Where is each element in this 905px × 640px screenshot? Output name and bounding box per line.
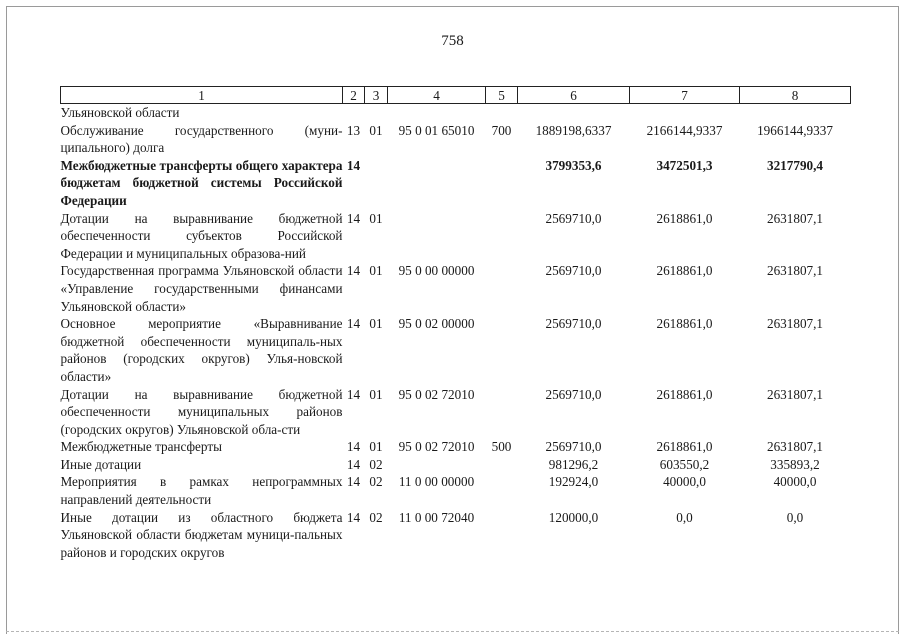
row-label: Межбюджетные трансферты	[60, 439, 222, 455]
section-code: 14	[346, 509, 361, 525]
row-label: Государственная программа Ульяновской области «Управление государственными финансами Ульяновской области»	[60, 263, 343, 314]
row-label: Иные дотации из областного бюджета Ульяновской области бюджетам муници-пальных районов и городских округов	[60, 509, 343, 560]
table-row	[61, 456, 851, 474]
section-code: 14	[346, 439, 361, 455]
target-article-code: 95 0 02 72010	[398, 386, 475, 402]
header-col-6: 6	[518, 87, 630, 104]
table-row	[61, 509, 851, 562]
subsection-code: 01	[369, 210, 383, 226]
table-row	[61, 473, 851, 508]
amount-col-8: 40000,0	[773, 474, 817, 490]
amount-col-6: 192924,0	[548, 474, 599, 490]
target-article-code: 95 0 02 00000	[398, 316, 475, 332]
expense-type-code	[486, 104, 518, 122]
target-article-code: 95 0 00 00000	[398, 263, 475, 279]
expense-type-code	[486, 157, 518, 210]
expense-type-code: 700	[491, 122, 512, 138]
amount-col-8: 335893,2	[770, 456, 820, 472]
row-label: Иные дотации	[60, 456, 142, 472]
amount-col-6: 120000,0	[548, 509, 599, 525]
header-col-1: 1	[61, 87, 343, 104]
section-code: 14	[346, 456, 361, 472]
amount-col-8: 2631807,1	[766, 263, 824, 279]
header-col-3: 3	[365, 87, 388, 104]
section-code: 13	[346, 122, 361, 138]
table-row	[61, 122, 851, 157]
page-number: 758	[441, 33, 464, 49]
subsection-code: 01	[369, 122, 383, 138]
amount-col-8: 1966144,9337	[757, 122, 833, 138]
amount-col-7: 2618861,0	[656, 263, 713, 279]
target-article-code	[388, 104, 486, 122]
header-col-5: 5	[486, 87, 518, 104]
target-article-code: 11 0 00 00000	[398, 474, 475, 490]
table-row	[61, 262, 851, 315]
amount-col-8	[740, 104, 851, 122]
subsection-code: 01	[369, 263, 383, 279]
table-row	[61, 104, 851, 122]
amount-col-6: 2569710,0	[545, 210, 602, 226]
table-row	[61, 438, 851, 456]
section-code	[343, 104, 365, 122]
subsection-code: 01	[369, 386, 383, 402]
subsection-code: 01	[369, 439, 383, 455]
page-border-left	[6, 6, 7, 634]
expense-type-code	[486, 262, 518, 315]
section-code: 14	[346, 263, 361, 279]
amount-col-8: 2631807,1	[766, 316, 824, 332]
amount-col-6: 2569710,0	[545, 263, 602, 279]
amount-col-8: 2631807,1	[766, 210, 824, 226]
page-border-top	[6, 6, 899, 7]
amount-col-8: 2631807,1	[766, 439, 824, 455]
target-article-code: 11 0 00 72040	[398, 509, 475, 525]
amount-col-7: 2166144,9337	[646, 122, 723, 138]
amount-col-7: 2618861,0	[656, 386, 713, 402]
target-article-code: 95 0 02 72010	[398, 439, 475, 455]
page-border-bottom	[6, 631, 899, 632]
row-label: Мероприятия в рамках непрограммных направлений деятельности	[60, 474, 343, 508]
amount-col-7: 0,0	[676, 509, 693, 525]
table-row	[61, 315, 851, 385]
amount-col-7: 2618861,0	[656, 316, 713, 332]
page-border-right	[898, 6, 899, 634]
expense-type-code: 500	[491, 439, 512, 455]
expense-type-code	[486, 509, 518, 562]
header-row	[61, 87, 851, 104]
table-row	[61, 386, 851, 439]
section-code: 14	[346, 157, 361, 173]
expense-type-code	[486, 210, 518, 263]
table-row	[61, 210, 851, 263]
subsection-code	[365, 157, 388, 210]
amount-col-7: 603550,2	[659, 456, 710, 472]
expense-type-code	[486, 456, 518, 474]
amount-col-6: 981296,2	[548, 456, 599, 472]
subsection-code: 02	[369, 509, 383, 525]
target-article-code	[388, 456, 486, 474]
amount-col-6	[518, 104, 630, 122]
row-label: Основное мероприятие «Выравнивание бюджетной обеспеченности муниципаль-ных районов (городских округов) Улья-новской области»	[60, 316, 343, 384]
amount-col-8: 0,0	[786, 509, 804, 525]
amount-col-7	[630, 104, 740, 122]
section-code: 14	[346, 316, 361, 332]
target-article-code	[388, 210, 486, 263]
budget-table	[60, 86, 851, 561]
amount-col-6: 2569710,0	[545, 386, 602, 402]
expense-type-code	[486, 386, 518, 439]
amount-col-8: 3217790,4	[766, 157, 824, 173]
section-code: 14	[346, 386, 361, 402]
amount-col-8: 2631807,1	[766, 386, 824, 402]
row-label: Межбюджетные трансферты общего характера бюджетам бюджетной системы Российской Федерации	[60, 157, 343, 208]
row-label: Дотации на выравнивание бюджетной обеспеченности субъектов Российской Федерации и муниципальных образова-ний	[60, 210, 343, 261]
header-col-8: 8	[740, 87, 851, 104]
amount-col-7: 2618861,0	[656, 210, 713, 226]
subsection-code	[365, 104, 388, 122]
header-col-7: 7	[630, 87, 740, 104]
expense-type-code	[486, 473, 518, 508]
amount-col-7: 2618861,0	[656, 439, 713, 455]
amount-col-6: 3799353,6	[545, 157, 602, 173]
amount-col-7: 3472501,3	[656, 157, 713, 173]
section-code: 14	[346, 210, 361, 226]
amount-col-7: 40000,0	[663, 474, 706, 490]
amount-col-6: 2569710,0	[545, 439, 602, 455]
subsection-code: 01	[369, 316, 383, 332]
row-label: Ульяновской области	[60, 105, 180, 120]
section-code: 14	[346, 474, 361, 490]
header-col-4: 4	[388, 87, 486, 104]
row-label: Обслуживание государственного (муни-ципального) долга	[60, 122, 343, 156]
row-label: Дотации на выравнивание бюджетной обеспеченности муниципальных районов (городских округов) Ульяновской обла-сти	[60, 386, 343, 437]
amount-col-6: 1889198,6337	[535, 122, 612, 138]
target-article-code: 95 0 01 65010	[398, 122, 475, 138]
subsection-code: 02	[369, 474, 383, 490]
target-article-code	[388, 157, 486, 210]
subsection-code: 02	[369, 456, 383, 472]
amount-col-6: 2569710,0	[545, 316, 602, 332]
header-col-2: 2	[343, 87, 365, 104]
table-row	[61, 157, 851, 210]
expense-type-code	[486, 315, 518, 385]
